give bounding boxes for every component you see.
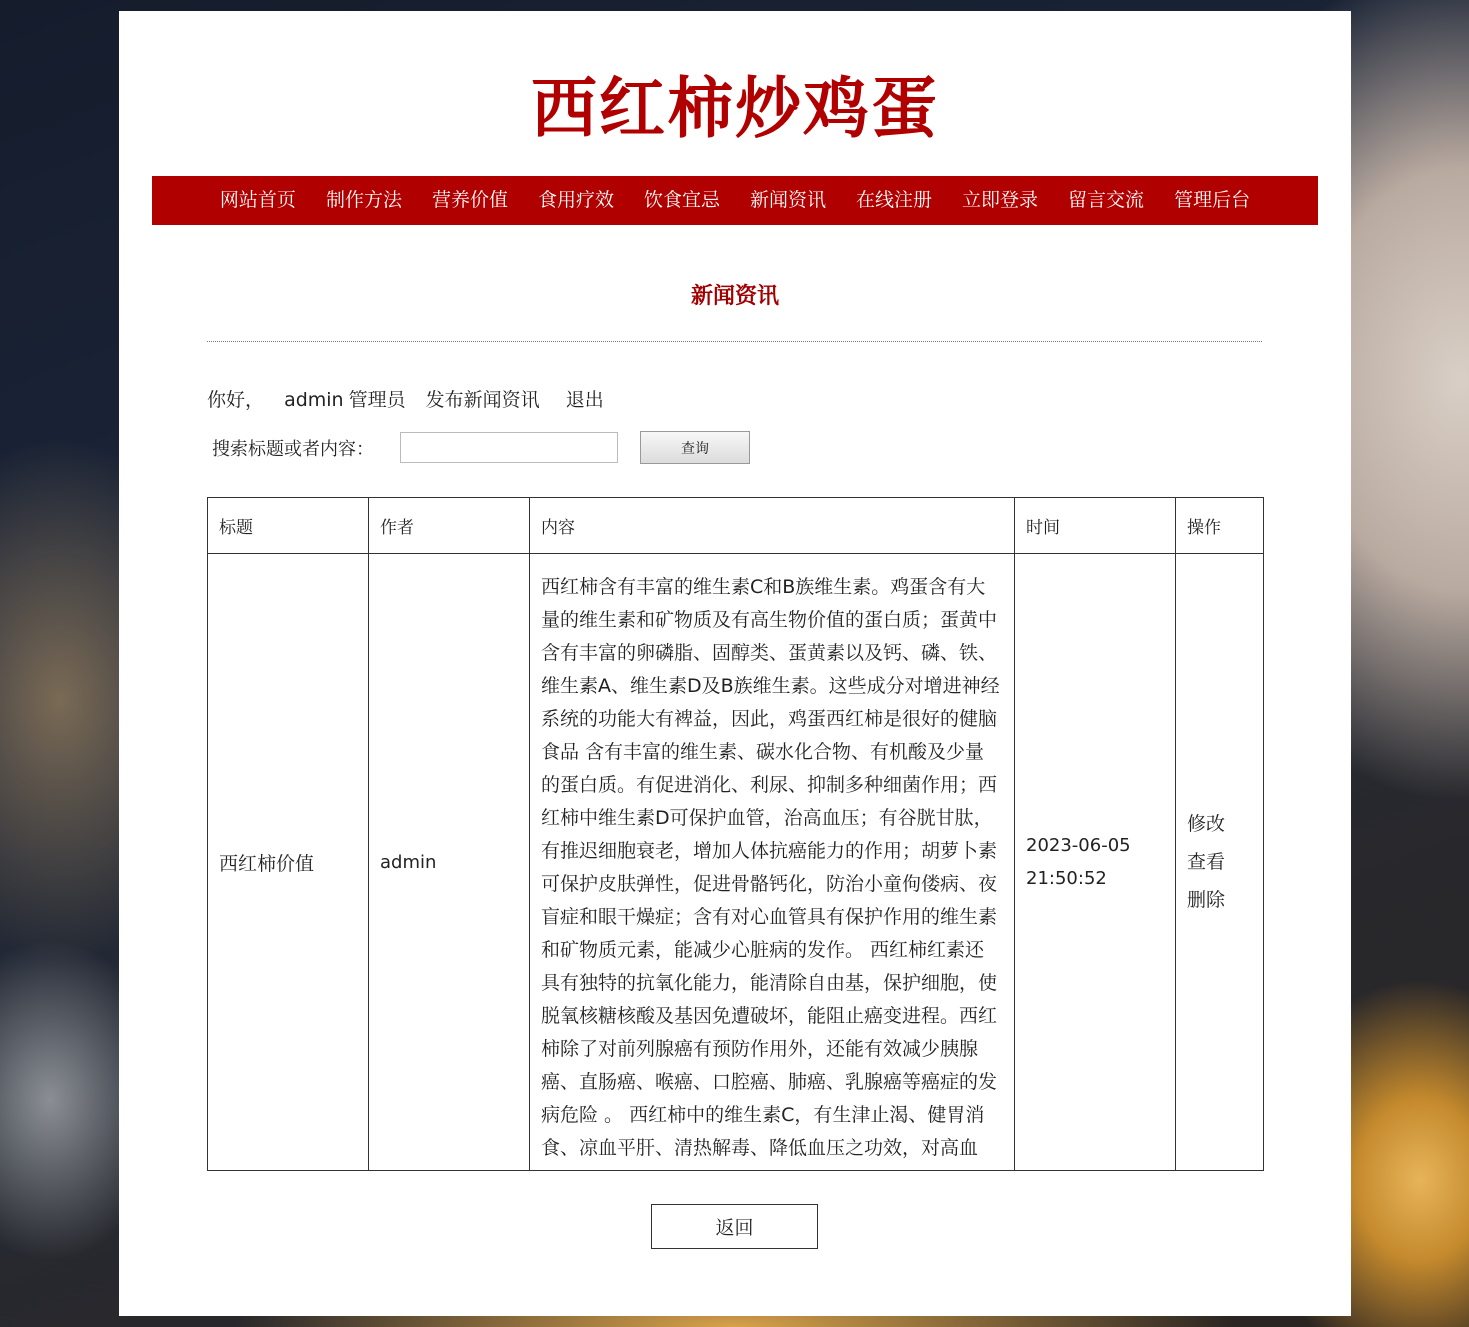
- cell-title: 西红柿价值: [208, 554, 369, 1171]
- delete-link[interactable]: 删除: [1187, 889, 1226, 911]
- main-panel: [119, 11, 1351, 1316]
- edit-link[interactable]: 修改: [1187, 813, 1226, 835]
- column-header-author: 作者: [369, 498, 530, 554]
- news-table: [207, 497, 1264, 1171]
- search-button[interactable]: 查询: [640, 431, 750, 464]
- column-header-time: 时间: [1015, 498, 1176, 554]
- site-title: 西红柿炒鸡蛋: [531, 70, 939, 147]
- publish-news-link[interactable]: 发布新闻资讯: [425, 389, 540, 411]
- cell-time: [1015, 554, 1176, 1171]
- search-label: 搜索标题或者内容：: [212, 438, 374, 460]
- divider: [207, 341, 1262, 342]
- section-title: 新闻资讯: [690, 284, 779, 309]
- search-input[interactable]: [400, 432, 618, 463]
- greeting-text: 你好，: [207, 389, 265, 411]
- view-link[interactable]: 查看: [1187, 851, 1226, 873]
- username-text: admin: [284, 389, 344, 411]
- time-date: 2023-06-05: [1026, 835, 1131, 856]
- nav-item-admin[interactable]: 管理后台: [1174, 189, 1251, 211]
- nav-item-news[interactable]: 新闻资讯: [750, 189, 827, 211]
- nav-item-login[interactable]: 立即登录: [962, 189, 1039, 211]
- nav-item-effects[interactable]: 食用疗效: [537, 189, 614, 211]
- column-header-content: 内容: [530, 498, 1015, 554]
- search-bar: [212, 431, 750, 464]
- role-text: 管理员: [348, 389, 406, 411]
- table-row: [208, 554, 1264, 1171]
- column-header-title: 标题: [208, 498, 369, 554]
- nav-item-guestbook[interactable]: 留言交流: [1068, 189, 1145, 211]
- cell-author: admin: [369, 554, 530, 1171]
- nav-item-register[interactable]: 在线注册: [856, 189, 933, 211]
- user-bar: [207, 385, 604, 412]
- content-text: 西红柿含有丰富的维生素C和B族维生素。鸡蛋含有大量的维生素和矿物质及有高生物价值的蛋白质；蛋黄中含有丰富的卵磷脂、固醇类、蛋黄素以及钙、磷、铁、维生素A、维生素D及B族维生素。这些成分对增进神经系统的功能大有裨益，因此，鸡蛋西红柿是很好的健脑食品 含有丰富的维生素、碳水化合物、有机酸及少量的蛋白质。有促进消化、利尿、抑制多种细菌作用；西红柿中维生素D可保护血管，治高血压；有谷胱甘肽，有推迟细胞衰老，增加人体抗癌能力的作用；胡萝卜素可保护皮肤弹性，促进骨骼钙化，防治小童佝偻病、夜盲症和眼干燥症；含有对心血管具有保护作用的维生素和矿物质元素，能减少心脏病的发作。 西红柿红素还具有独特的抗氧化能力，能清除自由基，保护细胞，使脱氧核糖核酸及基因免遭破坏，能阻止癌变进程。西红柿除了对前列腺癌有预防作用外，还能有效减少胰腺癌、直肠癌、喉癌、口腔癌、肺癌、乳腺癌等癌症的发病危险 。 西红柿中的维生素C，有生津止渴、健胃消食、凉血平肝、清热解毒、降低血压之功效，对高血: [541, 576, 1000, 1159]
- cell-content: [530, 554, 1015, 1171]
- column-header-actions: 操作: [1176, 498, 1264, 554]
- time-clock: 21:50:52: [1026, 868, 1107, 889]
- logout-link[interactable]: 退出: [565, 389, 604, 411]
- nav-item-home[interactable]: 网站首页: [219, 189, 296, 211]
- table-header-row: [208, 498, 1264, 554]
- nav-item-recipe[interactable]: 制作方法: [325, 189, 402, 211]
- cell-actions: [1176, 554, 1264, 1171]
- back-button[interactable]: 返回: [651, 1204, 818, 1249]
- nav-item-diet[interactable]: 饮食宜忌: [643, 189, 720, 211]
- main-nav: [152, 176, 1318, 225]
- nav-item-nutrition[interactable]: 营养价值: [431, 189, 508, 211]
